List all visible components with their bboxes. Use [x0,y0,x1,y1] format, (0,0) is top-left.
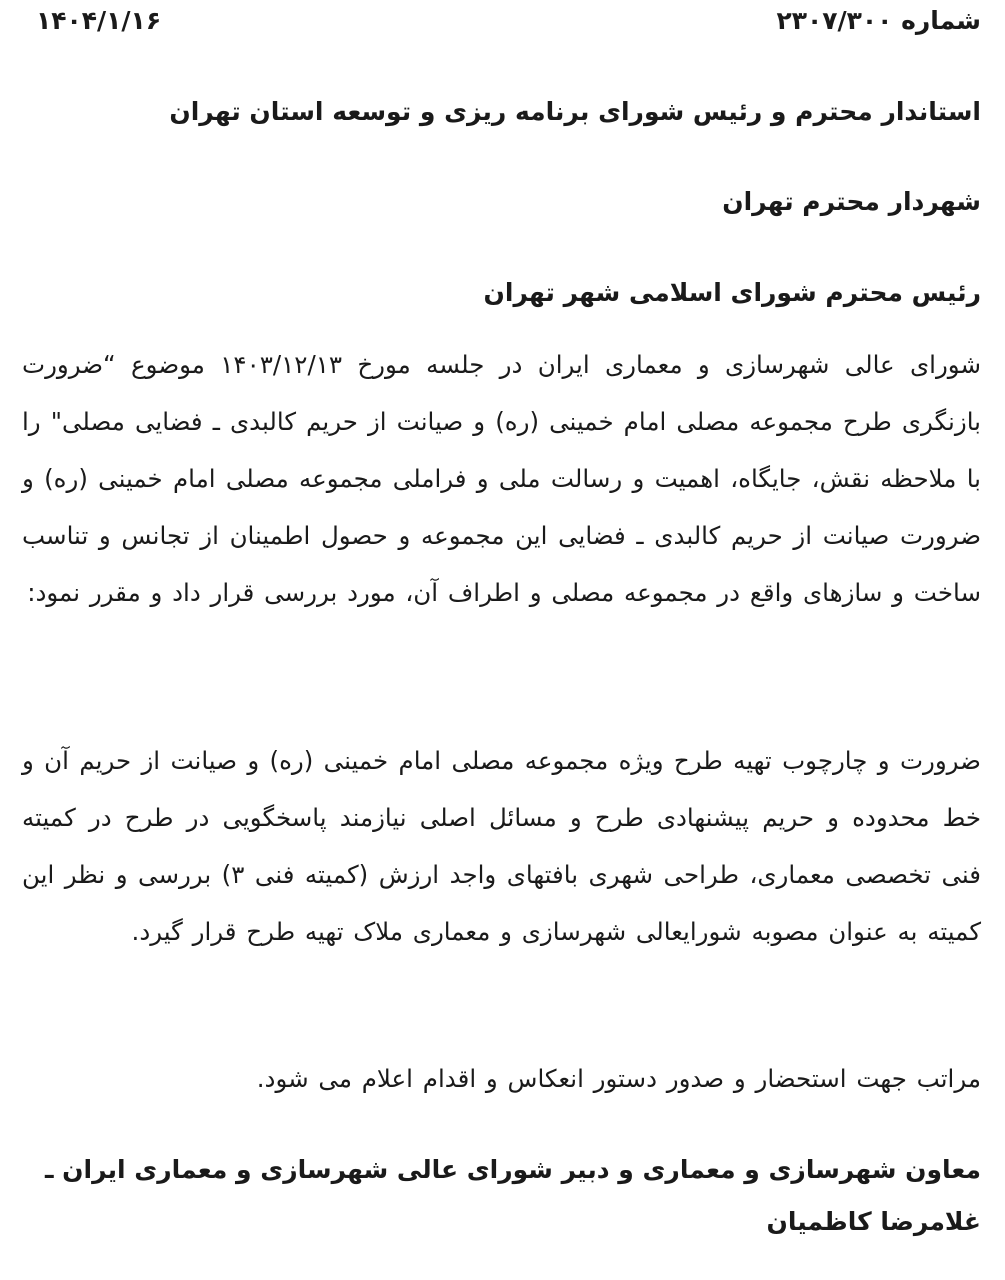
letter-page [22,0,981,1280]
letter-date: ۱۴۰۴/۱/۱۶ [36,6,162,35]
letter-number: شماره ۲۳۰۷/۳۰۰ [776,6,981,35]
body-paragraph-directive: ضرورت و چارچوب تهیه طرح ویژه مجموعه مصلی امام خمینی (ره) و صیانت از حریم آن و خط محدوده و حریم پیشنهادی طرح و مسائل اصلی نیازمند پاسخگویی در طرح در کمیته فنی تخصصی معماری، طراحی شهری بافتهای واجد ارزش (کمیته فنی ۳) بررسی و نظر این کمیته به عنوان مصوبه شورایعالی شهرسازی و معماری ملاک تهیه طرح قرار گیرد. [22,746,981,946]
signature-block [22,1144,981,1248]
addressee-city-council: رئیس محترم شورای اسلامی شهر تهران [483,278,981,307]
signatory-name: غلامرضا کاظمیان [766,1207,981,1236]
body-paragraph-closing: مراتب جهت استحضار و صدور دستور انعکاس و اقدام اعلام می شود. [256,1064,981,1093]
letter-header [22,4,981,38]
signatory-title: معاون شهرسازی و معماری و دبیر شورای عالی شهرسازی و معماری ایران ـ [44,1155,981,1184]
addressee-governor: استاندار محترم و رئیس شورای برنامه ریزی و توسعه استان تهران [169,97,981,126]
body-paragraph-decision: شورای عالی شهرسازی و معماری ایران در جلسه مورخ ۱۴۰۳/۱۲/۱۳ موضوع “ضرورت بازنگری طرح مجموعه مصلی امام خمینی (ره) و صیانت از حریم کالبدی ـ فضایی مصلی" را با ملاحظه نقش، جایگاه، اهمیت و رسالت ملی و فراملی مجموعه مصلی امام خمینی (ره) و ضرورت صیانت از حریم کالبدی ـ فضایی این مجموعه و حصول اطمینان از تجانس و تناسب ساخت و سازهای واقع در مجموعه مصلی و اطراف آن، مورد بررسی قرار داد و مقرر نمود: [22,350,981,607]
addressee-mayor: شهردار محترم تهران [722,187,981,216]
